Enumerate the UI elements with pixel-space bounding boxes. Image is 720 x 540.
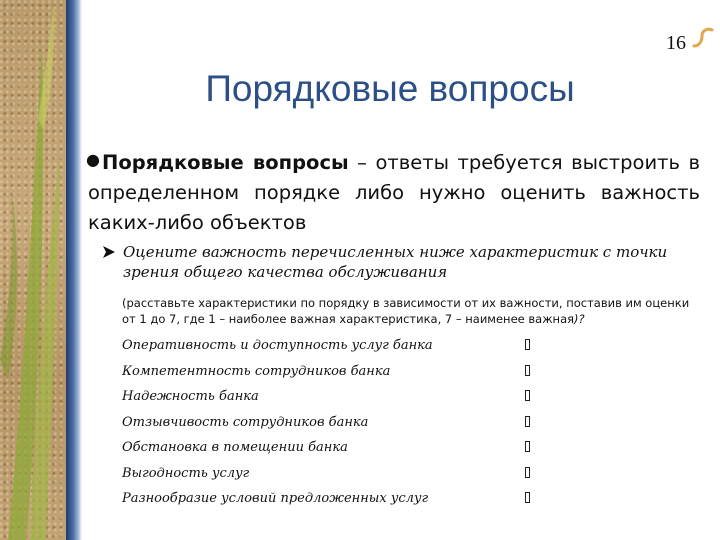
rating-item-label: Отзывчивость сотрудников банка: [122, 414, 369, 430]
main-bullet-text: [88, 148, 700, 238]
empty-box-icon[interactable]: [525, 365, 530, 376]
swirl-flourish-icon: [690, 24, 716, 50]
grass-blades-graphic: [0, 0, 66, 540]
round-bullet-icon: ●: [86, 150, 100, 169]
rating-item: [122, 413, 542, 439]
empty-box-icon[interactable]: [525, 441, 530, 452]
rating-item-label: Надежность банка: [122, 389, 259, 404]
bullet-term: Порядковые вопросы: [102, 151, 349, 174]
rating-item-label: Компетентность сотрудников банка: [122, 363, 391, 379]
bullet-definition: – ответы требуется выстроить в определенном порядке либо нужно оценить важность каких-либо объектов: [88, 151, 700, 234]
rating-item: [122, 489, 542, 515]
instruction-text: [122, 295, 702, 327]
main-bullet: [88, 148, 700, 238]
slide-title: Порядковые вопросы: [205, 68, 575, 109]
empty-box-icon[interactable]: [525, 416, 530, 427]
blue-accent-bar: [66, 0, 82, 540]
decorative-sand-strip: [0, 0, 66, 540]
instruction-body: (расставьте характеристики по порядку в зависимости от их важности, поставив им оценки от 1 до 7, где 1 – наиболее важная характеристика, 7 – наименее важная: [122, 296, 690, 326]
rating-item-label: Обстановка в помещении банка: [122, 440, 348, 455]
empty-box-icon[interactable]: [525, 339, 530, 350]
empty-box-icon[interactable]: [525, 467, 530, 478]
rating-item: [122, 336, 542, 362]
rating-item: [122, 362, 542, 388]
rating-items-list: [122, 336, 542, 515]
empty-box-icon[interactable]: [525, 492, 530, 503]
rating-item: [122, 438, 542, 464]
rating-item: [122, 464, 542, 490]
rating-item-label: Разнообразие условий предложенных услуг: [122, 491, 429, 506]
empty-box-icon[interactable]: [525, 390, 530, 401]
rating-item-label: Оперативность и доступность услуг банка: [122, 338, 433, 353]
sub-bullet: [105, 242, 695, 282]
instruction-end: )?: [574, 312, 585, 326]
sub-bullet-text: Оцените важность перечисленных ниже характеристик с точки зрения общего качества обслуживания: [123, 243, 668, 281]
rating-item-label: Выгодность услуг: [122, 465, 250, 481]
page-number: 16: [666, 32, 686, 54]
arrowhead-icon: [102, 245, 116, 259]
rating-item: [122, 387, 542, 413]
